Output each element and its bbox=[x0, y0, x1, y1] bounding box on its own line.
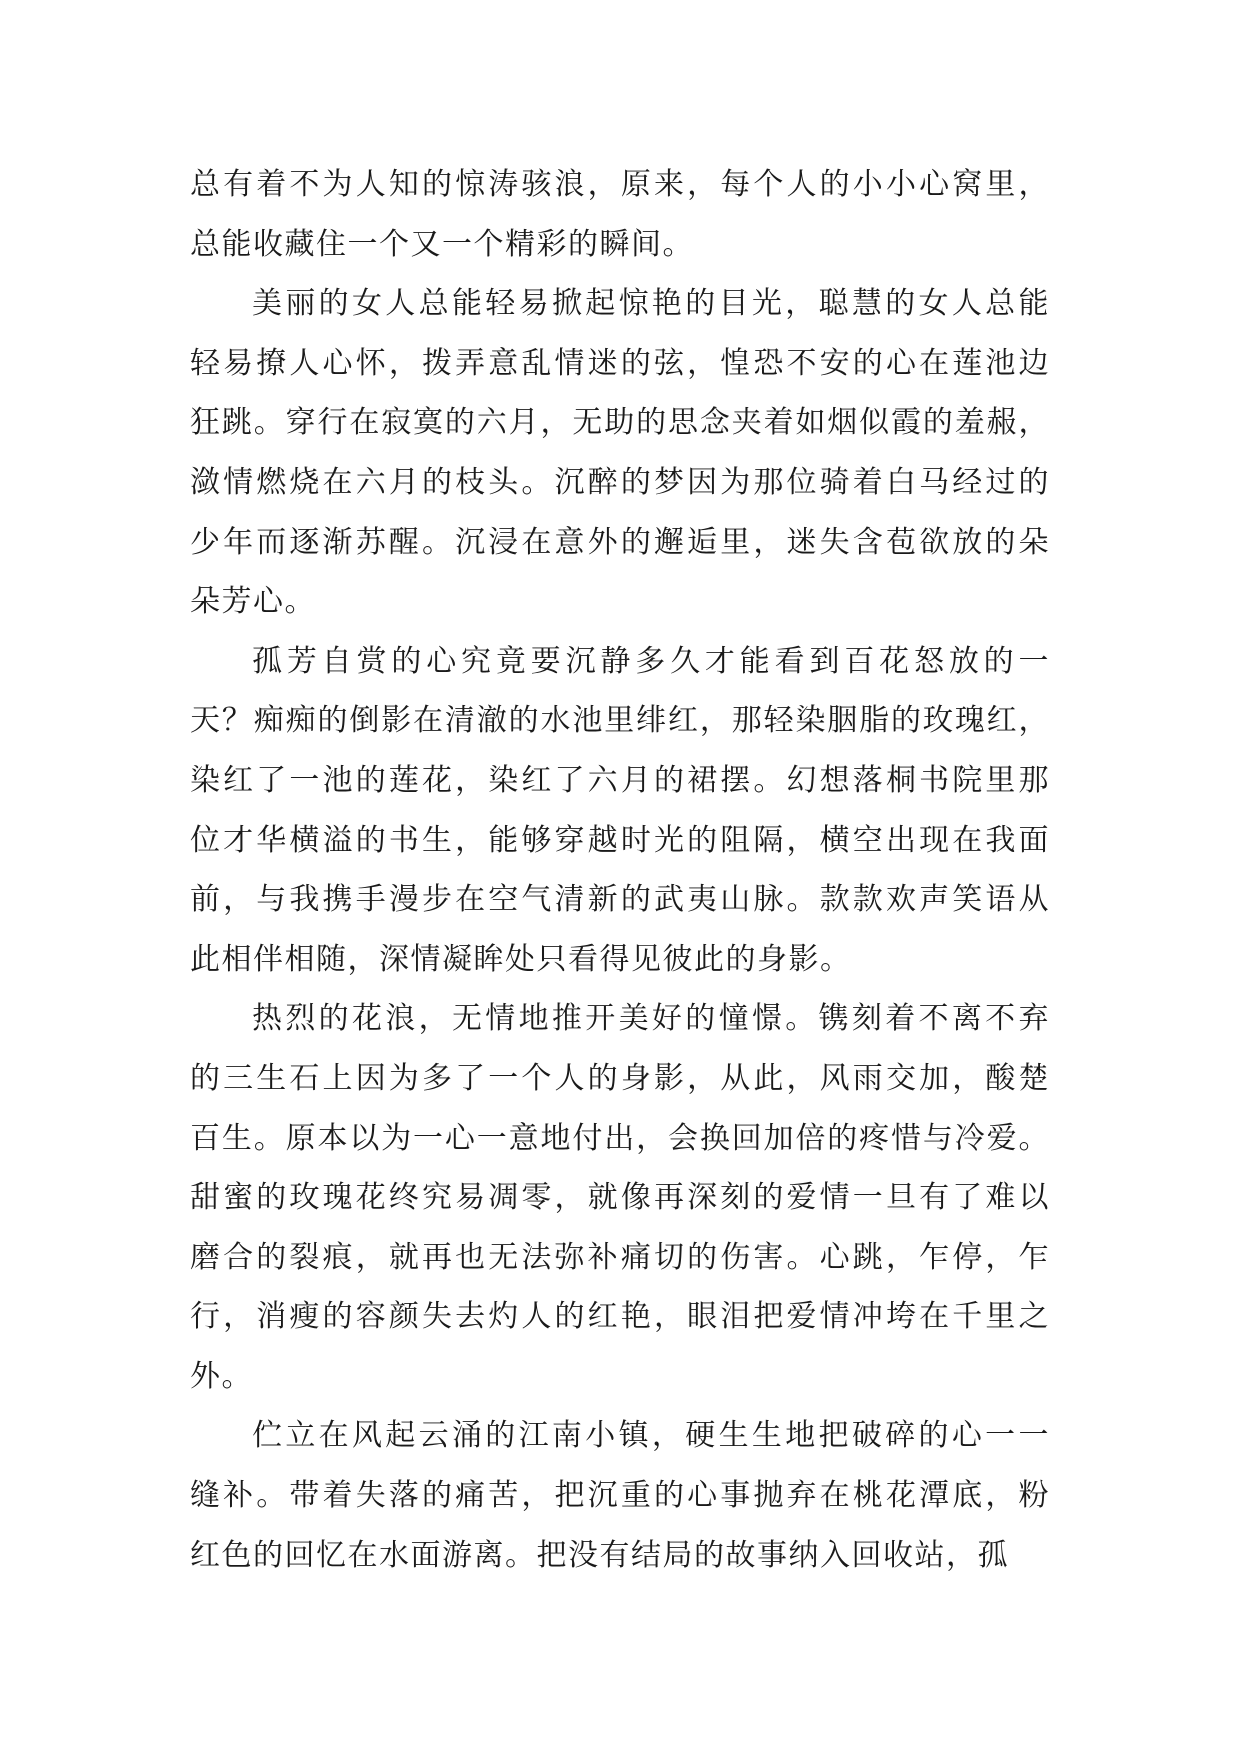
document-body bbox=[190, 155, 1050, 1585]
text-line: 外。 bbox=[190, 1358, 253, 1394]
text-line: 伫立在风起云涌的江南小镇，硬生生地把破碎的心一一 bbox=[252, 1418, 1050, 1454]
text-line: 潋情燃烧在六月的枝头。沉醉的梦因为那位骑着白马经过的 bbox=[190, 464, 1050, 500]
text-line: 朵芳心。 bbox=[190, 584, 316, 620]
text-line: 染红了一池的莲花，染红了六月的裙摆。幻想落桐书院里那 bbox=[190, 762, 1050, 798]
text-line: 位才华横溢的书生，能够穿越时光的阻隔，横空出现在我面 bbox=[190, 822, 1050, 858]
paragraph bbox=[190, 989, 1050, 1406]
text-line: 缝补。带着失落的痛苦，把沉重的心事抛弃在桃花潭底，粉 bbox=[190, 1478, 1050, 1514]
text-line: 狂跳。穿行在寂寞的六月，无助的思念夹着如烟似霞的羞赧， bbox=[190, 405, 1050, 441]
text-line: 红色的回忆在水面游离。把没有结局的故事纳入回收站，孤 bbox=[190, 1537, 1009, 1573]
text-line: 热烈的花浪，无情地推开美好的憧憬。镌刻着不离不弃 bbox=[252, 1001, 1050, 1037]
text-line: 天？痴痴的倒影在清澈的水池里绯红，那轻染胭脂的玫瑰红， bbox=[190, 703, 1050, 739]
text-line: 总有着不为人知的惊涛骇浪，原来，每个人的小小心窝里， bbox=[190, 167, 1050, 202]
paragraph bbox=[190, 1406, 1050, 1585]
text-line: 轻易撩人心怀，拨弄意乱情迷的弦，惶恐不安的心在莲池边 bbox=[190, 345, 1050, 381]
text-line: 孤芳自赏的心究竟要沉静多久才能看到百花怒放的一 bbox=[252, 643, 1050, 679]
text-line: 此相伴相随，深情凝眸处只看得见彼此的身影。 bbox=[190, 941, 852, 977]
text-line: 美丽的女人总能轻易掀起惊艳的目光，聪慧的女人总能 bbox=[252, 286, 1050, 322]
text-line: 甜蜜的玫瑰花终究易凋零，就像再深刻的爱情一旦有了难以 bbox=[190, 1180, 1050, 1216]
text-line: 磨合的裂痕，就再也无法弥补痛切的伤害。心跳，乍停，乍 bbox=[190, 1239, 1050, 1275]
text-line: 少年而逐渐苏醒。沉浸在意外的邂逅里，迷失含苞欲放的朵 bbox=[190, 524, 1050, 560]
text-line: 前，与我携手漫步在空气清新的武夷山脉。款款欢声笑语从 bbox=[190, 882, 1050, 918]
text-line: 百生。原本以为一心一意地付出，会换回加倍的疼惜与冷爱。 bbox=[190, 1120, 1050, 1156]
text-line: 总能收藏住一个又一个精彩的瞬间。 bbox=[190, 226, 694, 262]
paragraph bbox=[190, 632, 1050, 990]
paragraph bbox=[190, 155, 1050, 274]
text-line: 的三生石上因为多了一个人的身影，从此，风雨交加，酸楚 bbox=[190, 1060, 1050, 1096]
text-line: 行，消瘦的容颜失去灼人的红艳，眼泪把爱情冲垮在千里之 bbox=[190, 1299, 1050, 1335]
paragraph bbox=[190, 274, 1050, 632]
